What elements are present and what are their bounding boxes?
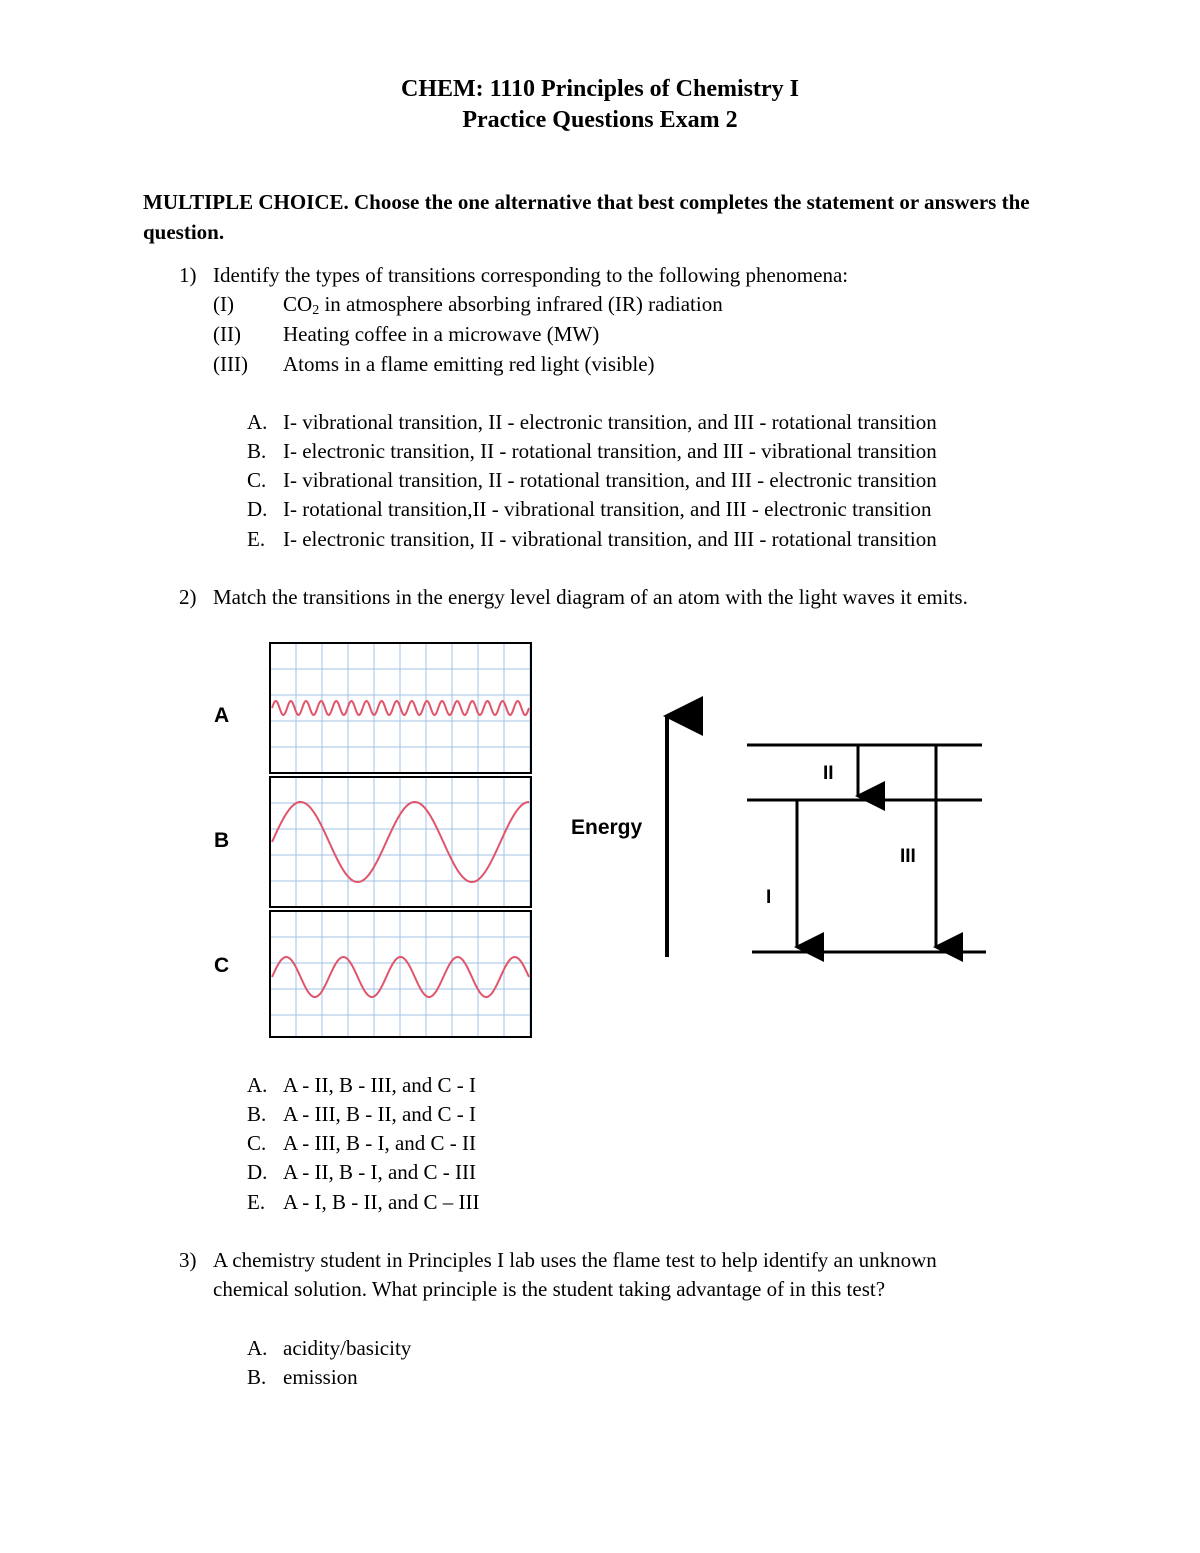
course-title: CHEM: 1110 Principles of Chemistry I [401,76,799,102]
option-text: I- vibrational transition, II - electronic transition, and III - rotational transition [283,410,937,434]
option-text: I- electronic transition, II - vibrational transition, and III - rotational transition [283,527,937,551]
option-text: I- vibrational transition, II - rotational transition, and III - electronic transition [283,468,937,492]
option-text: A - III, B - II, and C - I [283,1102,477,1126]
option-letter: E. [247,527,266,551]
option-text: emission [283,1365,358,1389]
wave-label-a: A [214,704,230,727]
energy-label: Energy [571,816,643,839]
transition-label-ii: II [823,763,834,784]
option-text: A - I, B - II, and C – III [283,1190,480,1214]
option-text: acidity/basicity [283,1336,412,1360]
transition-label-i: I [766,887,772,908]
option-letter: B. [247,1102,267,1126]
option-letter: A. [247,1336,268,1360]
wave-label-b: B [214,829,230,852]
option-letter: D. [247,1160,268,1184]
wave-panel-a [214,643,531,773]
wave-panel-b [214,777,531,907]
question-number: 1) [179,263,197,287]
phenomenon-text: $CO_2$ in atmosphere absorbing infrared (IR) radiation [283,292,723,318]
phenomenon-label: (I) [213,292,234,316]
phenomenon-text: Heating coffee in a microwave (MW) [283,322,600,346]
option-letter: B. [247,439,267,463]
option-text: A - II, B - I, and C - III [283,1160,477,1184]
question-prompt: A chemistry student in Principles I lab uses the flame test to help identify an unknown [213,1248,937,1272]
phenomenon-text: Atoms in a flame emitting red light (visible) [283,352,655,376]
option-letter: C. [247,1131,267,1155]
exam-subtitle: Practice Questions Exam 2 [462,107,738,133]
wave-panel-c [214,911,531,1037]
option-letter: B. [247,1365,267,1389]
grid-c [270,911,531,1037]
instructions: MULTIPLE CHOICE. Choose the one alternative that best completes the statement or answers the question. [143,190,1030,244]
question-prompt: Identify the types of transitions corresponding to the following phenomena: [213,263,849,287]
question-number: 2) [179,585,197,609]
option-letter: E. [247,1190,266,1214]
phenomenon-label: (III) [213,352,248,376]
option-letter: A. [247,410,268,434]
option-letter: A. [247,1073,268,1097]
question-prompt-continued: chemical solution. What principle is the student taking advantage of in this test? [213,1277,886,1301]
question-prompt: Match the transitions in the energy level diagram of an atom with the light waves it emits. [213,585,968,609]
option-text: A - III, B - I, and C - II [283,1131,477,1155]
grid-b [270,777,531,907]
option-letter: D. [247,497,268,521]
question-number: 3) [179,1248,197,1272]
transition-label-iii: III [900,846,916,867]
option-text: I- rotational transition,II - vibrational transition, and III - electronic transition [283,497,932,521]
phenomenon-label: (II) [213,322,241,346]
option-letter: C. [247,468,267,492]
option-text: I- electronic transition, II - rotational transition, and III - vibrational transition [283,439,937,463]
wave-label-c: C [214,954,230,977]
option-text: A - II, B - III, and C - I [283,1073,477,1097]
